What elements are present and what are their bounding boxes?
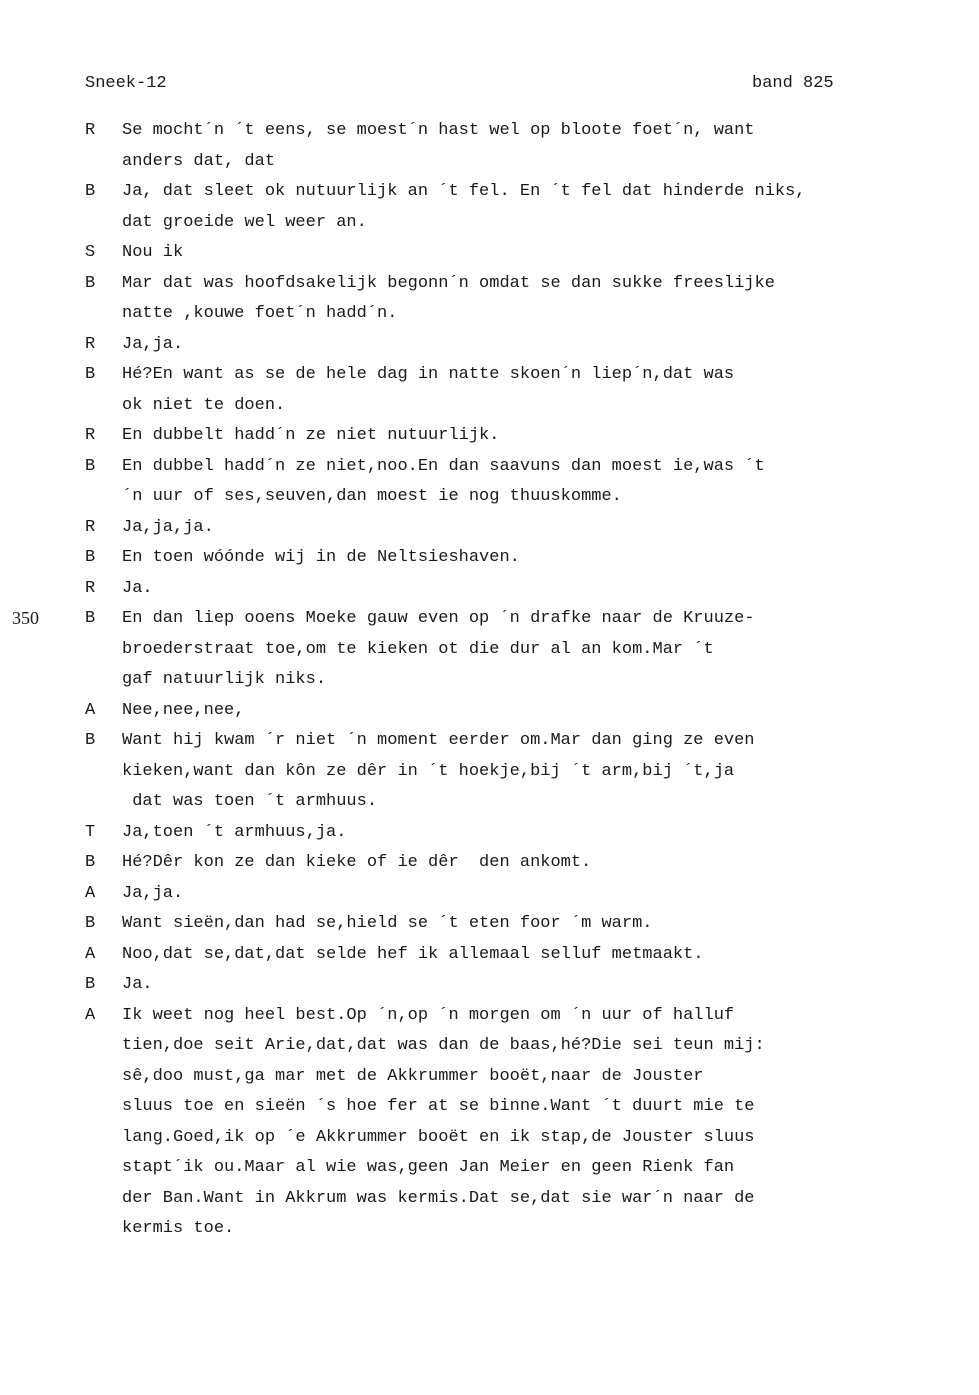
utterance-line: Ja. [122, 578, 153, 598]
utterance [122, 879, 932, 910]
utterance [122, 970, 932, 1001]
utterance [122, 330, 932, 361]
utterance-line: Want hij kwam ´r niet ´n moment eerder om.Mar dan ging ze even [122, 731, 755, 750]
utterance [122, 696, 932, 727]
utterance-line: Nee,nee,nee, [122, 700, 245, 720]
utterance-line: Ik weet nog heel best.Op ´n,op ´n morgen om ´n uur of halluf [122, 1005, 735, 1025]
utterance-line: Ja,toen ´t armhuus,ja. [122, 822, 347, 842]
speaker-label: B [85, 914, 96, 933]
utterance-line: lang.Goed,ik op ´e Akkrummer booët en ik stap,de Jouster sluus [122, 1127, 755, 1147]
utterance [122, 848, 932, 879]
speaker-label: B [85, 731, 96, 750]
speaker-label: A [85, 944, 96, 964]
speaker-label: B [85, 609, 96, 628]
speaker-label: A [85, 1005, 96, 1025]
utterance [122, 238, 932, 269]
utterance-line: broederstraat toe,om te kieken ot die dur al an kom.Mar ´t [122, 639, 714, 659]
utterance [122, 726, 932, 818]
utterance [122, 360, 932, 421]
utterance [122, 574, 932, 605]
utterance [122, 177, 932, 238]
speaker-label: S [85, 243, 96, 262]
utterance-line: En dubbelt hadd´n ze niet nutuurlijk. [122, 426, 500, 445]
speaker-label: R [85, 578, 96, 598]
utterance-line: Noo,dat se,dat,dat selde hef ik allemaal selluf metmaakt. [122, 944, 704, 964]
utterance-line: kieken,want dan kôn ze dêr in ´t hoekje,bij ´t arm,bij ´t,ja [122, 761, 735, 781]
utterance-line: stapt´ik ou.Maar al wie was,geen Jan Meier en geen Rienk fan [122, 1158, 735, 1177]
utterance [122, 1001, 932, 1245]
document-id: Sneek-12 [85, 74, 167, 93]
utterance-line: Ja. [122, 975, 153, 994]
utterance [122, 421, 932, 452]
utterance-line: gaf natuurlijk niks. [122, 670, 327, 689]
utterance-line: Ja,ja. [122, 883, 184, 903]
speaker-label: T [85, 822, 96, 842]
utterance-line: Ja,ja,ja. [122, 517, 214, 537]
utterance [122, 116, 932, 177]
speaker-label: B [85, 456, 96, 476]
speaker-label: B [85, 548, 96, 567]
utterance-line: sluus toe en sieën ´s hoe fer at se binne.Want ´t duurt mie te [122, 1097, 755, 1116]
utterance-line: sê,doo must,ga mar met de Akkrummer booët,naar de Jouster [122, 1066, 704, 1086]
speaker-label: R [85, 426, 96, 445]
utterance-line: En dan liep ooens Moeke gauw even op ´n drafke naar de Kruuze- [122, 609, 755, 628]
utterance [122, 909, 932, 940]
utterance-line: Mar dat was hoofdsakelijk begonn´n omdat se dan sukke freeslijke [122, 273, 775, 293]
utterance-line: natte ,kouwe foet´n hadd´n. [122, 304, 398, 323]
utterance-line: Ja,ja. [122, 334, 184, 354]
utterance-line: En toen wóónde wij in de Neltsieshaven. [122, 548, 520, 567]
utterance-line: Ja, dat sleet ok nutuurlijk an ´t fel. En ´t fel dat hinderde niks, [122, 182, 806, 201]
speaker-label: A [85, 883, 96, 903]
speaker-label: R [85, 121, 96, 140]
utterance-line: dat groeide wel weer an. [122, 212, 367, 232]
utterance [122, 452, 932, 513]
speaker-label: R [85, 334, 96, 354]
tape-number: band 825 [752, 74, 834, 93]
utterance-line: Nou ik [122, 243, 184, 262]
speaker-label: B [85, 975, 96, 994]
utterance [122, 543, 932, 574]
utterance [122, 513, 932, 544]
utterance [122, 604, 932, 696]
utterance-line: ok niet te doen. [122, 395, 286, 415]
utterance-line: En dubbel hadd´n ze niet,noo.En dan saavuns dan moest ie,was ´t [122, 456, 765, 476]
utterance [122, 269, 932, 330]
utterance-line: anders dat, dat [122, 151, 276, 171]
utterance-line: kermis toe. [122, 1219, 235, 1238]
utterance-line: Hé?Dêr kon ze dan kieke of ie dêr den ankomt. [122, 853, 592, 872]
speaker-label: B [85, 273, 96, 293]
utterance [122, 940, 932, 971]
speaker-label: A [85, 700, 96, 720]
margin-line-number: 350 [12, 608, 39, 628]
utterance-line: der Ban.Want in Akkrum was kermis.Dat se,dat sie war´n naar de [122, 1188, 755, 1208]
utterance-line: dat was toen ´t armhuus. [122, 792, 378, 811]
speaker-label: B [85, 853, 96, 872]
utterance-line: Se mocht´n ´t eens, se moest´n hast wel op bloote foet´n, want [122, 121, 755, 140]
speaker-label: R [85, 517, 96, 537]
utterance-line: ´n uur of ses,seuven,dan moest ie nog thuuskomme. [122, 487, 622, 506]
utterance-line: Want sieën,dan had se,hield se ´t eten foor ´m warm. [122, 914, 653, 933]
speaker-label: B [85, 182, 96, 201]
utterance-line: Hé?En want as se de hele dag in natte skoen´n liep´n,dat was [122, 365, 735, 384]
utterance-line: tien,doe seit Arie,dat,dat was dan de baas,hé?Die sei teun mij: [122, 1036, 765, 1055]
utterance [122, 818, 932, 849]
speaker-label: B [85, 365, 96, 384]
